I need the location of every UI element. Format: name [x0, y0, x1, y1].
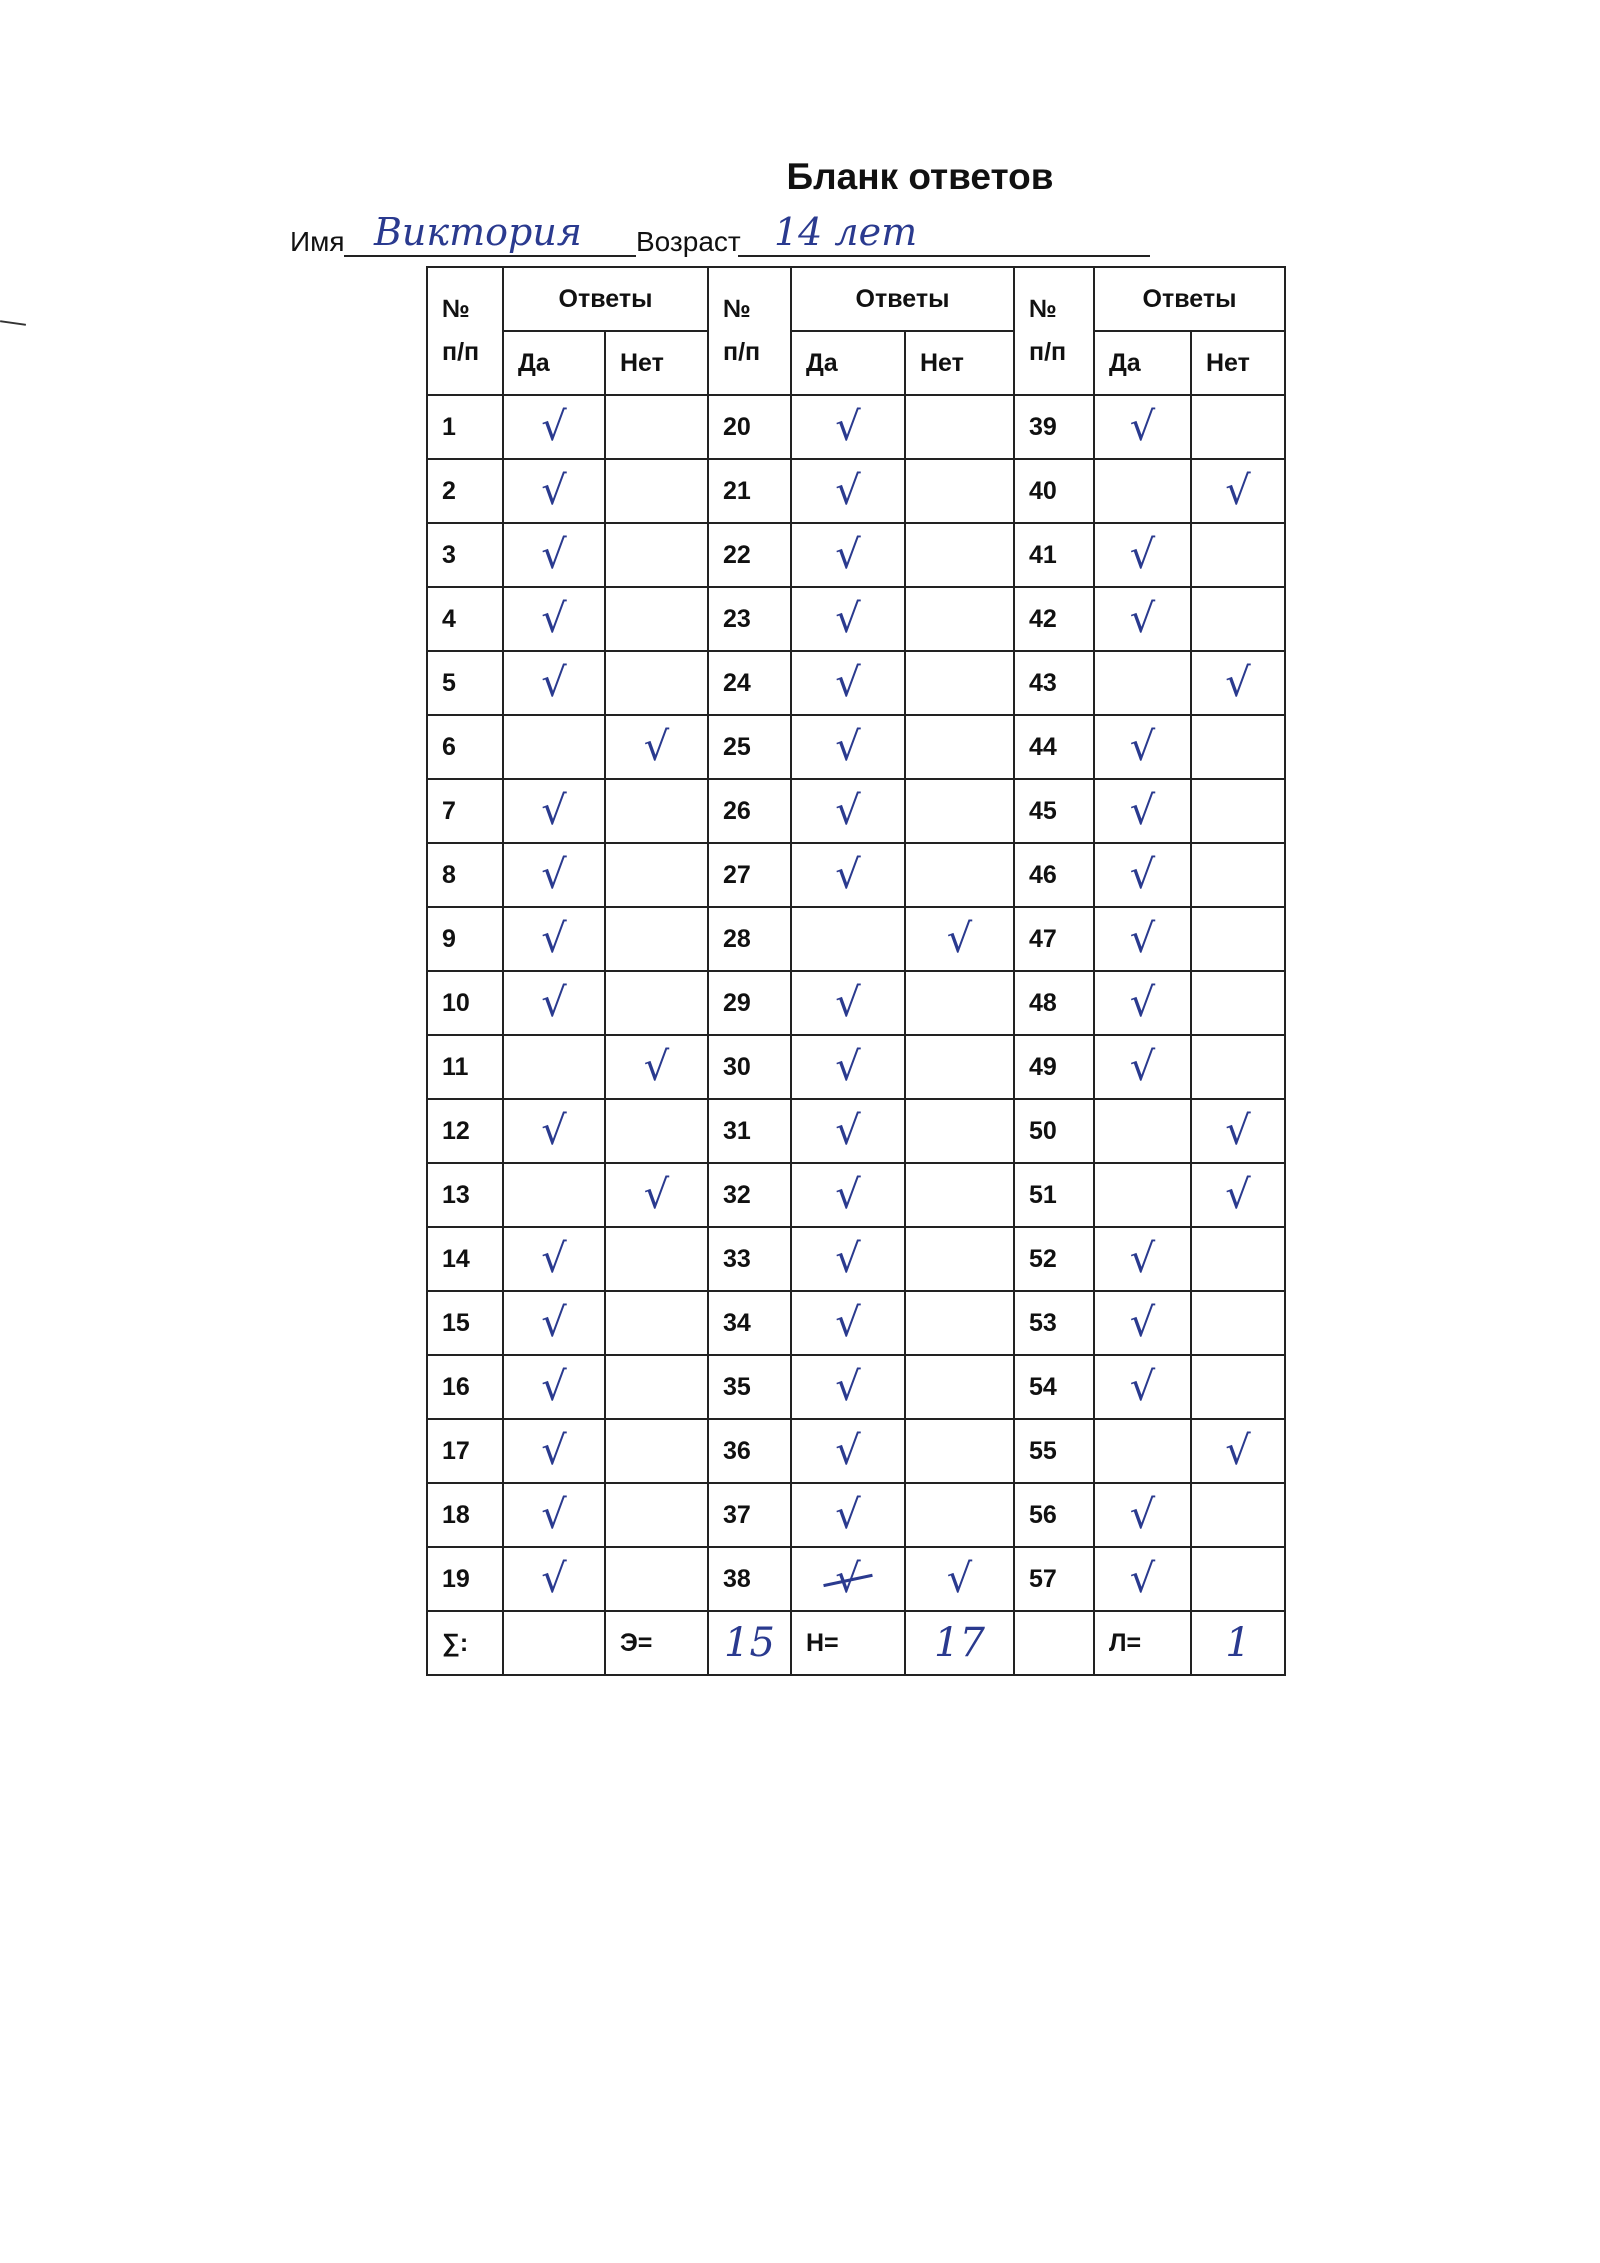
check-mark: √ [1129, 788, 1156, 834]
no-cell [905, 971, 1014, 1035]
table-row [427, 1163, 1285, 1227]
yes-cell [791, 1483, 905, 1547]
table-row [427, 1355, 1285, 1419]
no-cell [1191, 1547, 1285, 1611]
check-mark: √ [835, 1428, 861, 1474]
check-mark: √ [946, 1556, 973, 1602]
question-number: 34 [708, 1291, 791, 1355]
n-value: 17 [905, 1611, 1014, 1675]
question-number: 53 [1014, 1291, 1094, 1355]
check-mark: √ [835, 1300, 861, 1346]
check-mark: √ [541, 1236, 567, 1282]
no-header-3: Нет [1191, 331, 1285, 395]
yes-cell [503, 587, 605, 651]
check-mark: √ [1129, 1044, 1156, 1090]
age-label: Возраст [636, 226, 741, 257]
question-number: 45 [1014, 779, 1094, 843]
crossed-out-check-mark: √ [835, 1556, 861, 1602]
no-cell [605, 1099, 708, 1163]
check-mark: √ [835, 660, 861, 706]
yes-cell [791, 1099, 905, 1163]
yes-cell [1094, 1547, 1191, 1611]
question-number: 56 [1014, 1483, 1094, 1547]
no-cell [905, 459, 1014, 523]
yes-cell [503, 1035, 605, 1099]
check-mark: √ [835, 1044, 861, 1090]
question-number: 37 [708, 1483, 791, 1547]
no-cell [905, 1291, 1014, 1355]
check-mark: √ [1129, 1556, 1156, 1602]
no-cell [1191, 1227, 1285, 1291]
no-cell [905, 1483, 1014, 1547]
yes-cell [1094, 1035, 1191, 1099]
check-mark: √ [643, 1172, 670, 1218]
check-mark: √ [1129, 404, 1156, 450]
l-value: 1 [1191, 1611, 1285, 1675]
yes-cell [503, 1099, 605, 1163]
table-row [427, 1547, 1285, 1611]
check-mark: √ [541, 788, 567, 834]
no-cell [605, 523, 708, 587]
no-cell [905, 779, 1014, 843]
yes-cell [503, 907, 605, 971]
check-mark: √ [541, 852, 567, 898]
answer-rows [427, 395, 1285, 1611]
yes-cell [791, 843, 905, 907]
no-cell [605, 1227, 708, 1291]
table-row [427, 1483, 1285, 1547]
question-number: 28 [708, 907, 791, 971]
no-cell [605, 1419, 708, 1483]
question-number: 13 [427, 1163, 503, 1227]
check-mark: √ [1129, 1236, 1156, 1282]
question-number: 7 [427, 779, 503, 843]
question-number: 32 [708, 1163, 791, 1227]
question-number: 40 [1014, 459, 1094, 523]
no-cell [905, 1547, 1014, 1611]
no-cell [1191, 395, 1285, 459]
no-cell [605, 971, 708, 1035]
check-mark: √ [1129, 596, 1156, 642]
check-mark: √ [1129, 1364, 1156, 1410]
yes-cell [791, 1355, 905, 1419]
no-cell [605, 1547, 708, 1611]
table-row [427, 843, 1285, 907]
number-abbrev: п/п [723, 338, 761, 366]
question-number: 46 [1014, 843, 1094, 907]
table-row [427, 1291, 1285, 1355]
check-mark: √ [835, 596, 861, 642]
yes-cell [791, 1227, 905, 1291]
question-number: 48 [1014, 971, 1094, 1035]
yes-cell [1094, 459, 1191, 523]
check-mark: √ [1129, 852, 1156, 898]
question-number: 49 [1014, 1035, 1094, 1099]
no-cell [905, 523, 1014, 587]
yes-cell [503, 1291, 605, 1355]
question-number: 14 [427, 1227, 503, 1291]
no-cell [605, 907, 708, 971]
yes-header-2: Да [791, 331, 905, 395]
question-number: 47 [1014, 907, 1094, 971]
yes-cell [503, 1227, 605, 1291]
no-cell [605, 779, 708, 843]
check-mark: √ [1225, 1108, 1251, 1154]
yes-cell [1094, 523, 1191, 587]
l-label: Л= [1094, 1611, 1191, 1675]
no-cell [905, 587, 1014, 651]
question-number: 35 [708, 1355, 791, 1419]
check-mark: √ [835, 532, 861, 578]
yes-cell [503, 779, 605, 843]
check-mark: √ [946, 916, 973, 962]
question-number: 27 [708, 843, 791, 907]
number-symbol: № [442, 295, 470, 323]
table-row [427, 459, 1285, 523]
question-number: 10 [427, 971, 503, 1035]
table-row [427, 395, 1285, 459]
question-number: 23 [708, 587, 791, 651]
question-number: 31 [708, 1099, 791, 1163]
no-cell [605, 459, 708, 523]
check-mark: √ [835, 1172, 861, 1218]
question-number: 17 [427, 1419, 503, 1483]
no-cell [905, 395, 1014, 459]
question-number: 21 [708, 459, 791, 523]
yes-cell [503, 1483, 605, 1547]
question-number: 16 [427, 1355, 503, 1419]
no-cell [605, 1483, 708, 1547]
yes-cell [1094, 715, 1191, 779]
answer-table [426, 266, 1286, 1676]
yes-cell [1094, 971, 1191, 1035]
yes-cell [1094, 1227, 1191, 1291]
check-mark: √ [835, 852, 861, 898]
table-row [427, 587, 1285, 651]
check-mark: √ [541, 660, 567, 706]
yes-cell [791, 587, 905, 651]
no-cell [905, 651, 1014, 715]
no-cell [905, 715, 1014, 779]
table-row [427, 651, 1285, 715]
check-mark: √ [1129, 980, 1156, 1026]
no-cell [605, 1035, 708, 1099]
yes-cell [503, 715, 605, 779]
yes-cell [791, 907, 905, 971]
check-mark: √ [1129, 916, 1156, 962]
check-mark: √ [1129, 1492, 1156, 1538]
yes-cell [791, 1291, 905, 1355]
question-number: 25 [708, 715, 791, 779]
yes-cell [503, 395, 605, 459]
no-cell [605, 715, 708, 779]
no-cell [1191, 971, 1285, 1035]
question-number: 20 [708, 395, 791, 459]
question-number: 54 [1014, 1355, 1094, 1419]
scan-edge-mark [0, 320, 26, 326]
yes-header-3: Да [1094, 331, 1191, 395]
yes-cell [503, 1547, 605, 1611]
no-header-2: Нет [905, 331, 1014, 395]
check-mark: √ [541, 980, 567, 1026]
yes-cell [1094, 587, 1191, 651]
page-title: Бланк ответов [786, 156, 1054, 197]
table-row [427, 1419, 1285, 1483]
table-row [427, 1227, 1285, 1291]
check-mark: √ [1225, 660, 1251, 706]
no-cell [605, 1163, 708, 1227]
question-number: 55 [1014, 1419, 1094, 1483]
summary-row [427, 1611, 1285, 1675]
check-mark: √ [835, 1108, 861, 1154]
yes-cell [791, 1419, 905, 1483]
table-row [427, 779, 1285, 843]
check-mark: √ [835, 404, 861, 450]
question-number: 42 [1014, 587, 1094, 651]
yes-cell [1094, 1483, 1191, 1547]
question-number: 29 [708, 971, 791, 1035]
yes-cell [503, 651, 605, 715]
no-cell [905, 1163, 1014, 1227]
check-mark: √ [541, 1300, 567, 1346]
no-cell [605, 1291, 708, 1355]
question-number: 57 [1014, 1547, 1094, 1611]
question-number: 9 [427, 907, 503, 971]
check-mark: √ [541, 596, 567, 642]
summary-blank [503, 1611, 605, 1675]
check-mark: √ [541, 1108, 567, 1154]
question-number: 30 [708, 1035, 791, 1099]
no-cell [1191, 1099, 1285, 1163]
no-cell [1191, 587, 1285, 651]
yes-cell [791, 523, 905, 587]
question-number: 51 [1014, 1163, 1094, 1227]
question-number: 6 [427, 715, 503, 779]
table-row [427, 907, 1285, 971]
table-row [427, 1035, 1285, 1099]
no-cell [1191, 523, 1285, 587]
check-mark: √ [835, 1236, 861, 1282]
check-mark: √ [1129, 532, 1156, 578]
table-row [427, 523, 1285, 587]
number-abbrev: п/п [442, 338, 480, 366]
answers-header-1: Ответы [503, 267, 708, 331]
no-cell [905, 1355, 1014, 1419]
summary-blank [1014, 1611, 1094, 1675]
no-cell [605, 395, 708, 459]
check-mark: √ [1129, 724, 1156, 770]
check-mark: √ [1225, 468, 1251, 514]
question-number: 44 [1014, 715, 1094, 779]
yes-cell [791, 779, 905, 843]
yes-cell [1094, 1355, 1191, 1419]
age-value: 14 лет [774, 210, 918, 254]
yes-cell [503, 523, 605, 587]
no-cell [1191, 1163, 1285, 1227]
no-cell [1191, 1035, 1285, 1099]
answers-header-2: Ответы [791, 267, 1014, 331]
table-row [427, 1099, 1285, 1163]
number-header-3 [1014, 267, 1094, 395]
no-cell [905, 1419, 1014, 1483]
yes-cell [503, 1163, 605, 1227]
yes-cell [1094, 1163, 1191, 1227]
no-cell [1191, 715, 1285, 779]
yes-cell [791, 971, 905, 1035]
question-number: 24 [708, 651, 791, 715]
no-cell [1191, 1355, 1285, 1419]
check-mark: √ [1129, 1300, 1156, 1346]
check-mark: √ [835, 980, 861, 1026]
question-number: 43 [1014, 651, 1094, 715]
check-mark: √ [835, 724, 861, 770]
check-mark: √ [541, 1492, 567, 1538]
no-cell [905, 843, 1014, 907]
check-mark: √ [1225, 1428, 1251, 1474]
question-number: 33 [708, 1227, 791, 1291]
question-number: 22 [708, 523, 791, 587]
check-mark: √ [1225, 1172, 1251, 1218]
check-mark: √ [835, 1492, 861, 1538]
answers-header-3: Ответы [1094, 267, 1285, 331]
question-number: 15 [427, 1291, 503, 1355]
table-row [427, 715, 1285, 779]
number-header-1 [427, 267, 503, 395]
question-number: 18 [427, 1483, 503, 1547]
question-number: 1 [427, 395, 503, 459]
yes-cell [503, 971, 605, 1035]
check-mark: √ [835, 788, 861, 834]
no-cell [1191, 843, 1285, 907]
no-cell [905, 1099, 1014, 1163]
no-cell [1191, 651, 1285, 715]
check-mark: √ [541, 404, 567, 450]
check-mark: √ [835, 468, 861, 514]
no-cell [1191, 459, 1285, 523]
yes-cell [791, 715, 905, 779]
yes-cell [1094, 1099, 1191, 1163]
name-underline [344, 255, 636, 257]
no-cell [605, 1355, 708, 1419]
yes-cell [1094, 907, 1191, 971]
yes-cell [1094, 395, 1191, 459]
number-header-2 [708, 267, 791, 395]
question-number: 38 [708, 1547, 791, 1611]
yes-cell [503, 1419, 605, 1483]
check-mark: √ [541, 468, 567, 514]
question-number: 5 [427, 651, 503, 715]
yes-cell [503, 1355, 605, 1419]
question-number: 52 [1014, 1227, 1094, 1291]
no-cell [605, 587, 708, 651]
check-mark: √ [643, 724, 670, 770]
check-mark: √ [541, 532, 567, 578]
yes-cell [791, 651, 905, 715]
sigma-label: ∑: [427, 1611, 503, 1675]
question-number: 19 [427, 1547, 503, 1611]
e-label: Э= [605, 1611, 708, 1675]
no-cell [605, 843, 708, 907]
yes-cell [1094, 651, 1191, 715]
question-number: 26 [708, 779, 791, 843]
question-number: 12 [427, 1099, 503, 1163]
yes-cell [1094, 1419, 1191, 1483]
no-cell [905, 907, 1014, 971]
check-mark: √ [541, 1428, 567, 1474]
n-label: Н= [791, 1611, 905, 1675]
number-symbol: № [1029, 295, 1057, 323]
no-cell [1191, 779, 1285, 843]
number-abbrev: п/п [1029, 338, 1067, 366]
no-cell [905, 1227, 1014, 1291]
question-number: 36 [708, 1419, 791, 1483]
table-row [427, 971, 1285, 1035]
yes-cell [1094, 843, 1191, 907]
yes-cell [503, 843, 605, 907]
yes-cell [1094, 779, 1191, 843]
yes-cell [791, 1163, 905, 1227]
no-cell [905, 1035, 1014, 1099]
check-mark: √ [643, 1044, 670, 1090]
no-cell [605, 651, 708, 715]
yes-cell [791, 1035, 905, 1099]
yes-cell [791, 1547, 905, 1611]
no-cell [1191, 1419, 1285, 1483]
yes-cell [791, 395, 905, 459]
e-value: 15 [708, 1611, 791, 1675]
question-number: 11 [427, 1035, 503, 1099]
question-number: 4 [427, 587, 503, 651]
yes-cell [503, 459, 605, 523]
no-cell [1191, 1291, 1285, 1355]
yes-cell [1094, 1291, 1191, 1355]
question-number: 2 [427, 459, 503, 523]
question-number: 3 [427, 523, 503, 587]
question-number: 50 [1014, 1099, 1094, 1163]
question-number: 8 [427, 843, 503, 907]
check-mark: √ [835, 1364, 861, 1410]
no-cell [1191, 907, 1285, 971]
check-mark: √ [541, 1556, 567, 1602]
number-symbol: № [723, 295, 751, 323]
name-label: Имя [290, 226, 345, 257]
no-header-1: Нет [605, 331, 708, 395]
yes-cell [791, 459, 905, 523]
no-cell [1191, 1483, 1285, 1547]
check-mark: √ [541, 916, 567, 962]
check-mark: √ [541, 1364, 567, 1410]
question-number: 41 [1014, 523, 1094, 587]
yes-header-1: Да [503, 331, 605, 395]
name-value: Виктория [374, 210, 582, 254]
question-number: 39 [1014, 395, 1094, 459]
age-underline [738, 255, 1150, 257]
